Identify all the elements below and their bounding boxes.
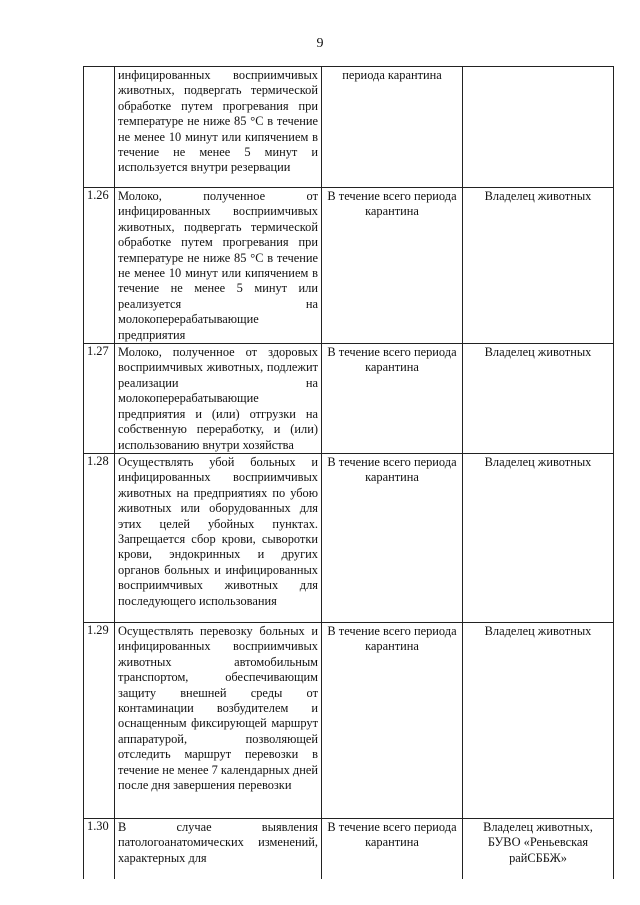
measure-term-text: В течение всего периода карантина [327,189,457,219]
measure-description [115,67,322,188]
measure-description [115,188,322,344]
page-number: 9 [316,36,324,51]
measure-responsible [463,818,614,879]
table-row [84,188,614,344]
measure-description-text: В случае выявления патологоанатомических изменений, характерных для [118,819,318,865]
measure-responsible-text: Владелец животных [484,623,592,638]
measure-responsible-text: Владелец животных [484,189,592,203]
measures-table [83,66,614,879]
measure-term-text: В течение всего периода карантина [327,345,457,375]
row-number: 1.30 [84,818,115,879]
row-number: 1.26 [84,188,115,344]
measure-responsible-text: Владелец животных, БУВО «Реньевская райСББЖ» [483,819,593,865]
measure-term [322,188,463,344]
measure-term [322,818,463,879]
measure-responsible-text: Владелец животных [484,345,592,360]
measure-term [322,67,463,188]
table-row [84,453,614,622]
measure-responsible [463,344,614,454]
measure-term [322,622,463,818]
measure-description [115,344,322,454]
measure-term-text: периода карантина [342,68,442,82]
table-row [84,344,614,454]
measure-description-text: Молоко, полученное от здоровых восприимчивых животных, подлежит реализации на молокоперерабатывающие предприятия и (или) отгрузки на собственную переработку, и (или) использованию внутри хозяйства [118,345,318,452]
measure-responsible-text [466,67,610,68]
row-number [84,67,115,188]
measure-responsible [463,67,614,188]
row-number: 1.27 [84,344,115,454]
measure-term-text: В течение всего периода карантина [327,623,457,654]
table-row [84,818,614,879]
measure-description-text: Осуществлять перевозку больных и инфицированных восприимчивых животных автомобильным транспортом, обеспечивающим защиту внешней среды от контаминации возбудителем и оснащенным фиксирующей маршрут аппаратурой, позволяющей отследить маршрут перевозки в течение не менее 7 календарных дней после дня завершения перевозки [118,623,318,792]
measure-responsible [463,188,614,344]
table-row [84,622,614,818]
measure-responsible [463,453,614,622]
measure-term-text: В течение всего периода карантина [327,819,457,850]
measure-responsible-text: Владелец животных [484,454,592,469]
measure-description [115,622,322,818]
row-number: 1.29 [84,622,115,818]
measure-term [322,344,463,454]
measure-term-text: В течение всего периода карантина [327,454,457,485]
table-row [84,67,614,188]
measure-description-text: Молоко, полученное от инфицированных восприимчивых животных, подвергать термической обработке путем прогревания при температуре не ниже 85 °С в течение не менее 10 минут или кипячением в течение не менее 5 минут или реализуется на молокоперерабатывающие предприятия [118,189,318,342]
measure-description [115,818,322,879]
measure-description-text: Осуществлять убой больных и инфицированных восприимчивых животных на предприятиях по убою животных или оборудованных для этих целей убойных пунктах. Запрещается сбор крови, сыворотки крови, эндокринных и других органов больных и инфицированных восприимчивых животных для последующего использования [118,454,318,608]
measure-responsible [463,622,614,818]
measure-description-text: инфицированных восприимчивых животных, подвергать термической обработке путем прогревания при температуре не ниже 85 °С в течение не менее 10 минут или кипячением в течение не менее 5 минут и используется внутри резервации [118,68,318,175]
row-number: 1.28 [84,453,115,622]
measure-term [322,453,463,622]
measure-description [115,453,322,622]
